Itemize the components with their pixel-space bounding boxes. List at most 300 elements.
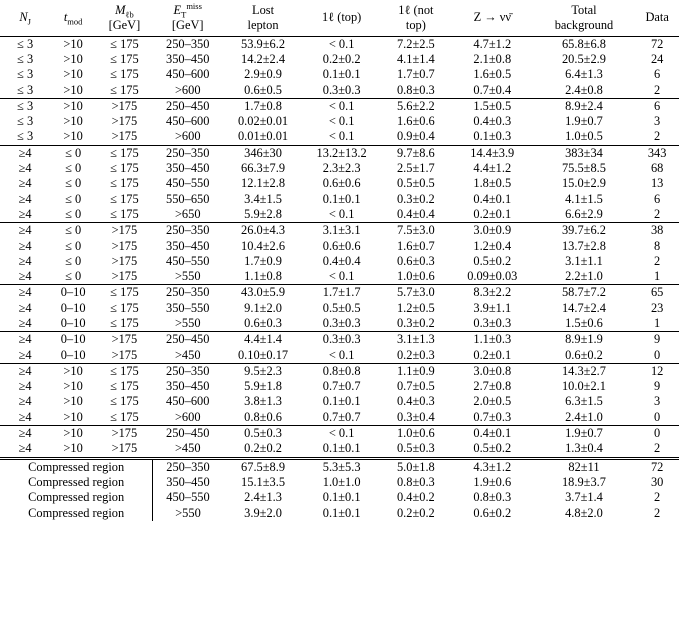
cell-z-nunu: 0.4±0.3 xyxy=(473,114,512,129)
table-row xyxy=(0,441,679,458)
cell-met: 250–350 xyxy=(153,145,223,161)
cell-tmod: 0–10 xyxy=(60,315,86,330)
cell-1l-top: 0.5±0.5 xyxy=(322,300,361,315)
compressed-row xyxy=(0,490,679,505)
table-row xyxy=(0,114,679,129)
cell-met: 250–450 xyxy=(153,425,223,441)
cell-met: >550 xyxy=(175,505,201,520)
cell-total-background: 6.3±1.5 xyxy=(565,394,603,409)
cell-lost-lepton: 1.1±0.8 xyxy=(244,269,282,284)
cell-data: 0 xyxy=(635,425,679,441)
cell-mlb: >175 xyxy=(96,425,153,441)
cell-1l-not-top: 0.3±0.2 xyxy=(396,315,435,330)
cell-lost-lepton: 2.9±0.9 xyxy=(244,67,282,82)
col-z-nunu: Z → νν̄ xyxy=(473,10,511,25)
cell-data: 12 xyxy=(635,363,679,379)
cell-1l-top: 0.1±0.1 xyxy=(322,191,361,206)
cell-tmod: ≤ 0 xyxy=(65,191,82,206)
cell-data: 2 xyxy=(654,441,661,456)
cell-total-background: 15.0±2.9 xyxy=(561,176,606,191)
cell-data: 72 xyxy=(635,36,679,52)
cell-1l-not-top: 9.7±8.6 xyxy=(380,145,452,161)
cell-1l-not-top: 0.2±0.2 xyxy=(396,505,435,520)
cell-nj: ≤ 3 xyxy=(0,36,50,52)
cell-nj: ≤ 3 xyxy=(17,67,34,82)
cell-data: 1 xyxy=(654,315,661,330)
cell-z-nunu: 1.1±0.3 xyxy=(452,332,533,348)
cell-mlb: ≤ 175 xyxy=(110,206,139,221)
cell-1l-not-top: 0.3±0.2 xyxy=(396,191,435,206)
cell-total-background: 1.9±0.7 xyxy=(565,114,603,129)
cell-1l-not-top: 1.0±0.6 xyxy=(380,425,452,441)
cell-data: 2 xyxy=(654,490,661,505)
table-header xyxy=(0,0,679,36)
table-row xyxy=(0,161,679,176)
cell-tmod: >10 xyxy=(63,67,83,82)
cell-total-background: 10.0±2.1 xyxy=(561,379,606,394)
cell-tmod: 0–10 xyxy=(60,347,86,362)
cell-data: 72 xyxy=(635,458,679,475)
cell-1l-not-top: 3.1±1.3 xyxy=(380,332,452,348)
cell-1l-not-top: 1.0±0.6 xyxy=(396,269,435,284)
cell-1l-not-top: 2.5±1.7 xyxy=(396,161,435,176)
cell-nj: ≥4 xyxy=(18,206,32,221)
cell-lost-lepton: 1.7±0.9 xyxy=(244,253,282,268)
cell-nj: ≥4 xyxy=(18,176,32,191)
cell-total-background: 20.5±2.9 xyxy=(561,51,606,66)
cell-total-background: 4.1±1.5 xyxy=(565,191,603,206)
cell-1l-top: 0.7±0.7 xyxy=(322,409,361,424)
cell-mlb: >175 xyxy=(111,238,138,253)
cell-total-background: 2.4±0.8 xyxy=(565,82,603,97)
cell-mlb: ≤ 175 xyxy=(110,394,139,409)
cell-nj: ≤ 3 xyxy=(17,51,34,66)
table-row xyxy=(0,238,679,253)
cell-data: 68 xyxy=(650,161,664,176)
cell-1l-not-top: 0.4±0.3 xyxy=(396,394,435,409)
cell-data: 2 xyxy=(654,505,661,520)
cell-1l-top: 0.3±0.3 xyxy=(322,82,361,97)
cell-lost-lepton: 0.02±0.01 xyxy=(237,114,289,129)
cell-tmod: >10 xyxy=(63,51,83,66)
cell-data: 9 xyxy=(635,332,679,348)
cell-mlb: ≤ 175 xyxy=(110,67,139,82)
col-nj: $N_J$ xyxy=(19,10,31,27)
cell-1l-not-top: 0.3±0.4 xyxy=(396,409,435,424)
cell-met: >550 xyxy=(174,315,201,330)
cell-total-background: 2.2±1.0 xyxy=(565,269,603,284)
cell-z-nunu: 1.5±0.5 xyxy=(452,98,533,114)
cell-lost-lepton: 0.10±0.17 xyxy=(237,347,289,362)
cell-total-background: 14.7±2.4 xyxy=(561,300,606,315)
compressed-row xyxy=(0,458,679,475)
cell-met: 450–550 xyxy=(166,176,210,191)
cell-mlb: >175 xyxy=(111,441,138,456)
cell-tmod: ≤ 0 xyxy=(65,253,82,268)
cell-tmod: ≤ 0 xyxy=(50,223,96,239)
cell-1l-not-top: 0.5±0.5 xyxy=(396,176,435,191)
cell-lost-lepton: 1.7±0.8 xyxy=(223,98,304,114)
cell-region-label: Compressed region xyxy=(0,458,153,475)
cell-total-background: 1.9±0.7 xyxy=(533,425,636,441)
cell-z-nunu: 3.0±0.8 xyxy=(452,363,533,379)
cell-met: >600 xyxy=(174,129,201,144)
cell-mlb: ≤ 175 xyxy=(110,409,139,424)
cell-met: 450–550 xyxy=(166,253,210,268)
cell-met: 450–600 xyxy=(166,67,210,82)
cell-lost-lepton: 2.4±1.3 xyxy=(244,490,282,505)
cell-tmod: >10 xyxy=(50,425,96,441)
table-row xyxy=(0,269,679,285)
col-tmod: $t_{mod}$ xyxy=(63,10,83,27)
cell-z-nunu: 14.4±3.9 xyxy=(452,145,533,161)
cell-z-nunu: 0.3±0.3 xyxy=(473,315,512,330)
cell-1l-top: 0.1±0.1 xyxy=(322,490,361,505)
cell-mlb: ≤ 175 xyxy=(110,176,139,191)
cell-1l-not-top: 0.8±0.3 xyxy=(396,82,435,97)
cell-data: 2 xyxy=(654,82,661,97)
cell-1l-not-top: 5.7±3.0 xyxy=(380,285,452,301)
cell-1l-top: 0.1±0.1 xyxy=(322,441,361,456)
table-row xyxy=(0,394,679,409)
col-1l-not-top: 1ℓ (not top) xyxy=(398,2,434,32)
cell-data: 24 xyxy=(650,51,664,66)
cell-1l-not-top: 7.5±3.0 xyxy=(380,223,452,239)
cell-1l-top: < 0.1 xyxy=(328,114,355,129)
cell-total-background: 75.5±8.5 xyxy=(561,161,606,176)
cell-total-background: 3.1±1.1 xyxy=(565,253,603,268)
cell-mlb: ≤ 175 xyxy=(110,82,139,97)
table-row xyxy=(0,285,679,301)
cell-nj: ≥4 xyxy=(18,394,32,409)
header-row xyxy=(0,0,679,36)
cell-nj: ≥4 xyxy=(18,253,32,268)
cell-mlb: >175 xyxy=(111,129,138,144)
cell-tmod: 0–10 xyxy=(50,332,96,348)
cell-lost-lepton: 0.2±0.2 xyxy=(244,441,282,456)
cell-total-background: 4.8±2.0 xyxy=(565,505,603,520)
cell-tmod: ≤ 0 xyxy=(65,206,82,221)
cell-total-background: 383±34 xyxy=(533,145,636,161)
cell-1l-top: 0.3±0.3 xyxy=(322,315,361,330)
cell-met: 250–450 xyxy=(153,332,223,348)
cell-nj: ≥4 xyxy=(0,145,50,161)
cell-z-nunu: 0.8±0.3 xyxy=(473,490,512,505)
cell-met: >550 xyxy=(174,269,201,284)
cell-1l-not-top: 0.7±0.5 xyxy=(396,379,435,394)
cell-met: 250–350 xyxy=(153,458,223,475)
table-row xyxy=(0,410,679,426)
cell-mlb: >175 xyxy=(96,98,153,114)
cell-z-nunu: 2.1±0.8 xyxy=(473,51,512,66)
cell-lost-lepton: 67.5±8.9 xyxy=(223,458,304,475)
cell-tmod: ≤ 0 xyxy=(65,161,82,176)
table-row xyxy=(0,98,679,114)
cell-nj: ≥4 xyxy=(18,347,32,362)
cell-mlb: ≤ 175 xyxy=(110,51,139,66)
cell-nj: ≤ 3 xyxy=(0,98,50,114)
cell-data: 2 xyxy=(654,206,661,221)
cell-lost-lepton: 14.2±2.4 xyxy=(241,51,286,66)
cell-1l-top: 0.7±0.7 xyxy=(322,379,361,394)
cell-met: 350–450 xyxy=(166,379,210,394)
cell-mlb: ≤ 175 xyxy=(110,300,139,315)
cell-mlb: ≤ 175 xyxy=(110,161,139,176)
cell-1l-not-top: 5.0±1.8 xyxy=(380,458,452,475)
cell-met: 450–550 xyxy=(166,490,210,505)
cell-1l-top: 1.7±1.7 xyxy=(303,285,379,301)
cell-mlb: ≤ 175 xyxy=(96,145,153,161)
cell-met: >600 xyxy=(174,409,201,424)
cell-mlb: >175 xyxy=(96,223,153,239)
table-row xyxy=(0,207,679,223)
cell-z-nunu: 0.6±0.2 xyxy=(473,505,512,520)
table-row xyxy=(0,379,679,394)
cell-total-background: 58.7±7.2 xyxy=(533,285,636,301)
cell-1l-top: 0.3±0.3 xyxy=(303,332,379,348)
cell-total-background: 1.0±0.5 xyxy=(565,129,603,144)
cell-z-nunu: 8.3±2.2 xyxy=(452,285,533,301)
table-row xyxy=(0,67,679,82)
table-row xyxy=(0,363,679,379)
cell-nj: ≥4 xyxy=(18,269,32,284)
cell-data: 65 xyxy=(635,285,679,301)
cell-tmod: ≤ 0 xyxy=(65,238,82,253)
cell-lost-lepton: 346±30 xyxy=(223,145,304,161)
table-row xyxy=(0,145,679,161)
cell-data: 0 xyxy=(654,409,661,424)
cell-mlb: ≤ 175 xyxy=(96,363,153,379)
cell-z-nunu: 0.2±0.1 xyxy=(473,347,512,362)
cell-lost-lepton: 12.1±2.8 xyxy=(241,176,286,191)
cell-mlb: ≤ 175 xyxy=(110,379,139,394)
cell-mlb: >175 xyxy=(111,269,138,284)
cell-tmod: >10 xyxy=(50,36,96,52)
table-row xyxy=(0,347,679,363)
cell-lost-lepton: 9.1±2.0 xyxy=(244,300,282,315)
cell-z-nunu: 0.7±0.4 xyxy=(473,82,512,97)
cell-data: 30 xyxy=(650,474,664,489)
cell-total-background: 39.7±6.2 xyxy=(533,223,636,239)
cell-met: 350–450 xyxy=(166,474,210,489)
cell-1l-not-top: 0.2±0.3 xyxy=(396,347,435,362)
compressed-row xyxy=(0,475,679,490)
cell-mlb: ≤ 175 xyxy=(96,36,153,52)
cell-met: >450 xyxy=(174,441,201,456)
cell-data: 3 xyxy=(654,114,661,129)
cell-tmod: 0–10 xyxy=(60,300,86,315)
cell-total-background: 0.6±0.2 xyxy=(565,347,603,362)
cell-z-nunu: 0.4±0.1 xyxy=(473,191,512,206)
cell-lost-lepton: 4.4±1.4 xyxy=(223,332,304,348)
cell-data: 343 xyxy=(635,145,679,161)
cell-data: 6 xyxy=(654,67,661,82)
cell-data: 1 xyxy=(654,269,661,284)
cell-1l-top: 5.3±5.3 xyxy=(303,458,379,475)
cell-total-background: 6.6±2.9 xyxy=(565,206,603,221)
cell-z-nunu: 0.7±0.3 xyxy=(473,409,512,424)
table-row xyxy=(0,82,679,98)
cell-1l-not-top: 1.2±0.5 xyxy=(396,300,435,315)
cell-data: 8 xyxy=(654,238,661,253)
cell-total-background: 1.5±0.6 xyxy=(565,315,603,330)
cell-met: 250–350 xyxy=(153,36,223,52)
cell-total-background: 8.9±2.4 xyxy=(533,98,636,114)
cell-tmod: >10 xyxy=(63,394,83,409)
cell-total-background: 18.9±3.7 xyxy=(561,474,606,489)
cell-lost-lepton: 3.4±1.5 xyxy=(244,191,282,206)
cell-data: 6 xyxy=(654,191,661,206)
cell-1l-top: < 0.1 xyxy=(328,206,355,221)
cell-z-nunu: 0.4±0.1 xyxy=(452,425,533,441)
cell-tmod: >10 xyxy=(63,129,83,144)
cell-lost-lepton: 5.9±2.8 xyxy=(244,206,282,221)
cell-met: 350–450 xyxy=(166,51,210,66)
cell-total-background: 6.4±1.3 xyxy=(565,67,603,82)
cell-total-background: 82±11 xyxy=(533,458,636,475)
cell-1l-top: 13.2±13.2 xyxy=(303,145,379,161)
cell-1l-top: 1.0±1.0 xyxy=(322,474,361,489)
cell-z-nunu: 0.2±0.1 xyxy=(473,206,512,221)
cell-tmod: >10 xyxy=(50,363,96,379)
cell-lost-lepton: 15.1±3.5 xyxy=(241,474,286,489)
cell-1l-not-top: 1.6±0.7 xyxy=(396,238,435,253)
cell-region-label: Compressed region xyxy=(0,505,153,520)
cell-met: >600 xyxy=(174,82,201,97)
cell-met: >450 xyxy=(174,347,201,362)
cell-total-background: 13.7±2.8 xyxy=(561,238,606,253)
cell-1l-top: < 0.1 xyxy=(303,36,379,52)
cell-1l-top: 0.1±0.1 xyxy=(322,67,361,82)
cell-nj: ≥4 xyxy=(18,300,32,315)
cell-data: 23 xyxy=(650,300,664,315)
table-row xyxy=(0,176,679,191)
cell-nj: ≥4 xyxy=(0,285,50,301)
cell-1l-not-top: 0.5±0.3 xyxy=(396,441,435,456)
table-row xyxy=(0,129,679,145)
cell-tmod: >10 xyxy=(63,379,83,394)
table-row xyxy=(0,254,679,269)
cell-nj: ≥4 xyxy=(18,238,32,253)
cell-lost-lepton: 66.3±7.9 xyxy=(241,161,286,176)
cell-met: 250–350 xyxy=(153,285,223,301)
cell-z-nunu: 0.09±0.03 xyxy=(467,269,518,284)
cell-lost-lepton: 0.8±0.6 xyxy=(244,409,282,424)
cell-1l-not-top: 1.1±0.9 xyxy=(380,363,452,379)
cell-met: 250–450 xyxy=(153,98,223,114)
cell-lost-lepton: 0.6±0.3 xyxy=(244,315,282,330)
cell-1l-top: 0.6±0.6 xyxy=(322,238,361,253)
cell-tmod: ≤ 0 xyxy=(50,145,96,161)
cell-total-background: 8.9±1.9 xyxy=(533,332,636,348)
cell-z-nunu: 4.3±1.2 xyxy=(452,458,533,475)
table-row xyxy=(0,425,679,441)
cell-z-nunu: 1.2±0.4 xyxy=(473,238,512,253)
cell-z-nunu: 3.0±0.9 xyxy=(452,223,533,239)
cell-z-nunu: 0.1±0.3 xyxy=(473,129,512,144)
cell-lost-lepton: 0.01±0.01 xyxy=(237,129,289,144)
col-data: Data xyxy=(645,10,669,25)
table-row xyxy=(0,223,679,239)
cell-lost-lepton: 53.9±6.2 xyxy=(223,36,304,52)
cell-1l-not-top: 0.6±0.3 xyxy=(396,253,435,268)
cell-1l-top: 0.8±0.8 xyxy=(303,363,379,379)
cell-nj: ≥4 xyxy=(18,161,32,176)
cell-nj: ≤ 3 xyxy=(17,129,34,144)
cell-data: 9 xyxy=(654,379,661,394)
table-row xyxy=(0,301,679,316)
cell-lost-lepton: 43.0±5.9 xyxy=(223,285,304,301)
cell-1l-not-top: 1.7±0.7 xyxy=(396,67,435,82)
cell-met: >650 xyxy=(174,206,201,221)
col-lost-lepton: Lost lepton xyxy=(247,2,279,32)
cell-met: 350–550 xyxy=(166,300,210,315)
cell-total-background: 1.3±0.4 xyxy=(565,441,603,456)
cell-z-nunu: 1.9±0.6 xyxy=(473,474,512,489)
cell-total-background: 14.3±2.7 xyxy=(533,363,636,379)
cell-nj: ≥4 xyxy=(18,441,32,456)
cell-nj: ≤ 3 xyxy=(17,82,34,97)
cell-mlb: >175 xyxy=(111,347,138,362)
col-total-background: Total background xyxy=(554,2,614,32)
cell-nj: ≥4 xyxy=(0,332,50,348)
cell-total-background: 3.7±1.4 xyxy=(565,490,603,505)
cell-z-nunu: 4.7±1.2 xyxy=(452,36,533,52)
cell-tmod: >10 xyxy=(63,114,83,129)
cell-met: 450–600 xyxy=(166,114,210,129)
cell-1l-top: 0.2±0.2 xyxy=(322,51,361,66)
col-1l-top: 1ℓ (top) xyxy=(321,10,362,25)
table-body xyxy=(0,36,679,521)
cell-1l-top: 2.3±2.3 xyxy=(322,161,361,176)
cell-1l-top: 0.6±0.6 xyxy=(322,176,361,191)
cell-nj: ≥4 xyxy=(18,315,32,330)
cell-met: 550–650 xyxy=(166,191,210,206)
cell-data: 13 xyxy=(650,176,664,191)
cell-data: 2 xyxy=(654,129,661,144)
cell-z-nunu: 0.5±0.2 xyxy=(473,253,512,268)
cell-data: 38 xyxy=(635,223,679,239)
cell-tmod: 0–10 xyxy=(50,285,96,301)
cell-lost-lepton: 10.4±2.6 xyxy=(241,238,286,253)
cell-1l-not-top: 0.4±0.4 xyxy=(396,206,435,221)
cell-tmod: >10 xyxy=(63,82,83,97)
table-row xyxy=(0,36,679,52)
cell-1l-not-top: 0.8±0.3 xyxy=(396,474,435,489)
cell-z-nunu: 1.6±0.5 xyxy=(473,67,512,82)
cell-1l-top: < 0.1 xyxy=(328,347,355,362)
cell-mlb: ≤ 175 xyxy=(110,191,139,206)
cell-met: 350–450 xyxy=(166,238,210,253)
cell-lost-lepton: 3.9±2.0 xyxy=(244,505,282,520)
cell-z-nunu: 2.0±0.5 xyxy=(473,394,512,409)
table-row xyxy=(0,52,679,67)
cell-mlb: >175 xyxy=(96,332,153,348)
cell-1l-not-top: 4.1±1.4 xyxy=(396,51,435,66)
cell-nj: ≥4 xyxy=(0,223,50,239)
cell-1l-top: < 0.1 xyxy=(303,425,379,441)
cell-tmod: >10 xyxy=(50,98,96,114)
cell-1l-top: < 0.1 xyxy=(328,129,355,144)
cell-lost-lepton: 0.5±0.3 xyxy=(223,425,304,441)
cell-nj: ≥4 xyxy=(0,363,50,379)
cell-nj: ≥4 xyxy=(0,425,50,441)
cell-1l-not-top: 7.2±2.5 xyxy=(380,36,452,52)
col-mlb: $M_{\ell b}$ [GeV] xyxy=(108,2,141,32)
col-met: $E_T^{miss}$ [GeV] xyxy=(171,0,204,32)
cell-1l-not-top: 1.6±0.6 xyxy=(396,114,435,129)
cell-met: 450–600 xyxy=(166,394,210,409)
